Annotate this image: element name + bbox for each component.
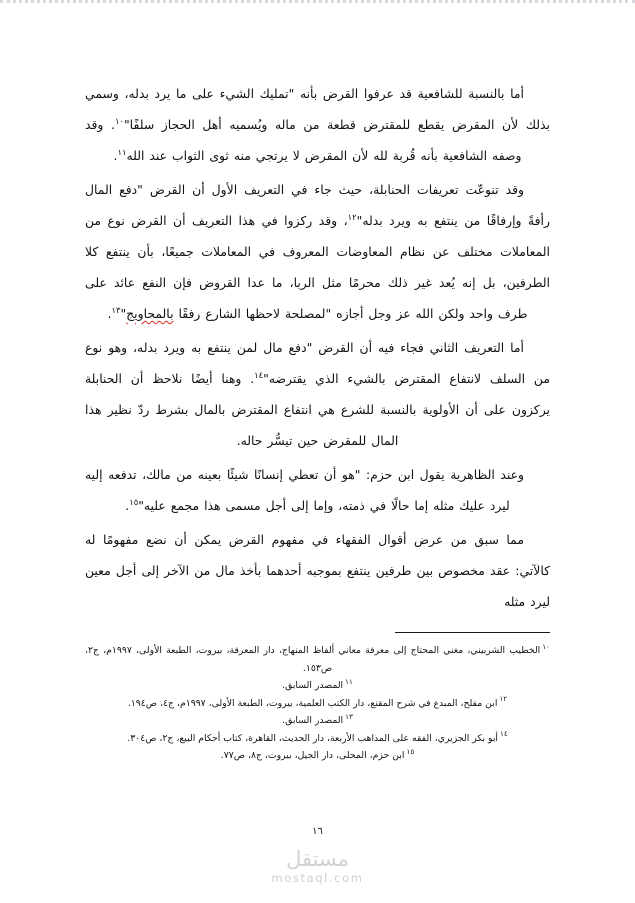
footnote-list	[85, 642, 550, 765]
footnote-marker: ١٤	[500, 729, 508, 739]
paragraph-5	[85, 524, 550, 617]
paragraph-5-text: مما سبق من عرض أقوال الفقهاء في مفهوم القرض يمكن أن نضع مفهومًا له كالآتي: عقد مخصوص بين طرفين ينتفع بموجبه أحدهما بأخذ مال من الآخر إلى أجل معين ليرد مثله	[85, 532, 550, 609]
paragraph-2-text-4: .	[107, 306, 112, 321]
footnote-ref-13[interactable]: ١٣	[111, 304, 121, 315]
footnote-marker: ١٥	[406, 746, 415, 756]
paragraph-3-text: أما التعريف الثاني فجاء فيه أن القرض "دفع مال لمن ينتفع به ويرد بدله، وهو نوع من السلف لانتفاع المقترض بالشيء الذي يقترضه"	[85, 340, 550, 386]
footnote-item	[85, 642, 550, 677]
footnote-text: المصدر السابق.	[282, 680, 344, 691]
footnote-ref-14[interactable]: ١٤	[254, 369, 264, 380]
paragraph-2	[85, 174, 550, 329]
footnote-item	[85, 677, 550, 695]
footnote-separator-line	[395, 632, 550, 633]
footnote-text: الخطيب الشربيني، مغني المحتاج إلى معرفة معاني ألفاظ المنهاج، دار المعرفة، بيروت، الطبعة الأولى، ١٩٩٧م، ج٢، ص١٥٣.	[85, 645, 541, 674]
page-top-dotted-rule	[0, 0, 635, 3]
document-body	[85, 78, 550, 619]
footnote-text: ابن حزم، المحلى، دار الجيل، بيروت، ج٨، ص٧٧.	[220, 750, 405, 761]
footnote-item	[85, 730, 550, 748]
footnotes-section	[85, 632, 550, 765]
footnote-text: ابن مفلح، المبدع في شرح المقنع، دار الكتب العلمية، بيروت، الطبعة الأولى، ١٩٩٧م، ج٤، ص١٩٤.	[127, 697, 498, 709]
footnote-ref-15[interactable]: ١٥	[129, 496, 139, 507]
footnote-text: المصدر السابق.	[282, 715, 344, 726]
page-number: ١٦	[312, 826, 323, 837]
watermark	[0, 847, 635, 885]
paragraph-2-text-2: ، وقد ركزوا في هذا التعريف أن القرض نوع من المعاملات مختلف عن نظام المعاوضات المعروف في المعاملات جميعًا، بأن ينتفع كلا الطرفين، بل إنه يُعد غير ذلك محرمًا مثل الربا، ما عدا القروض فإن النفع عائد على طرف واحد ولكن الله عز وجل أجازه "لمصلحة لاحظها الشارع رفقًا	[85, 213, 550, 321]
paragraph-2-text-3: "	[120, 306, 127, 321]
watermark-domain-text: mostaql.com	[271, 871, 364, 885]
paragraph-4-text: وعند الظاهرية يقول ابن حزم: "هو أن تعطي إنسانًا شيئًا بعينه من مالك، تدفعه إليه ليرد عليك مثله إما حالًا في ذمته، وإما إلى أجل مسمى هذا مجمع عليه"	[85, 467, 524, 513]
watermark-arabic-text: مستقل	[286, 847, 349, 871]
footnote-marker: ١٢	[499, 694, 508, 704]
footnote-ref-10[interactable]: ١٠	[114, 115, 124, 126]
paragraph-1-text: أما بالنسبة للشافعية قد عرفوا القرض بأنه "تمليك الشيء على ما يرد بدله، وسمي بذلك لأن المقرض يقطع للمقترض قطعة من ماله ويُسميه أهل الحجاز سلفًا"	[85, 86, 550, 132]
paragraph-3	[85, 332, 550, 456]
footnote-ref-11[interactable]: ١١	[117, 146, 127, 157]
footnote-text: أبو بكر الجزيري، الفقه على المذاهب الأربعة، دار الحديث، القاهرة، كتاب أحكام البيع، ج٢، ص٣٠٤.	[127, 732, 499, 744]
paragraph-2-text: وقد تنوعّت تعريفات الحنابلة، حيث جاء في التعريف الأول أن القرض "دفع المال رأفةً وإرفاقًا من ينتفع به ويرد بدله"	[85, 182, 550, 228]
spellcheck-flagged-word[interactable]: بالمحاويج	[126, 306, 174, 321]
footnote-marker: ١٠	[542, 641, 550, 651]
footnote-marker: ١١	[345, 676, 353, 686]
footnote-item	[85, 747, 550, 765]
footnote-marker: ١٣	[345, 711, 353, 721]
paragraph-3-text-2: . وهنا أيضًا نلاحظ أن الحنابلة يركزون على أن الأولوية بالنسبة للشرع هي انتفاع المقترض بالمال بشرط ردّ نظير هذا المال للمقرض حين تيسُّر حاله.	[85, 371, 550, 448]
footnote-item	[85, 695, 550, 713]
footnote-ref-12[interactable]: ١٢	[347, 211, 357, 222]
paragraph-1	[85, 78, 550, 171]
paragraph-1-text-2: . وقد وصفه الشافعية بأنه قُربة لله لأن المقرض لا يرتجي منه ثوى الثواب عند الله	[85, 117, 522, 163]
paragraph-1-text-3: .	[113, 148, 118, 163]
paragraph-4	[85, 459, 550, 521]
footnote-item	[85, 712, 550, 730]
paragraph-4-text-2: .	[125, 498, 130, 513]
